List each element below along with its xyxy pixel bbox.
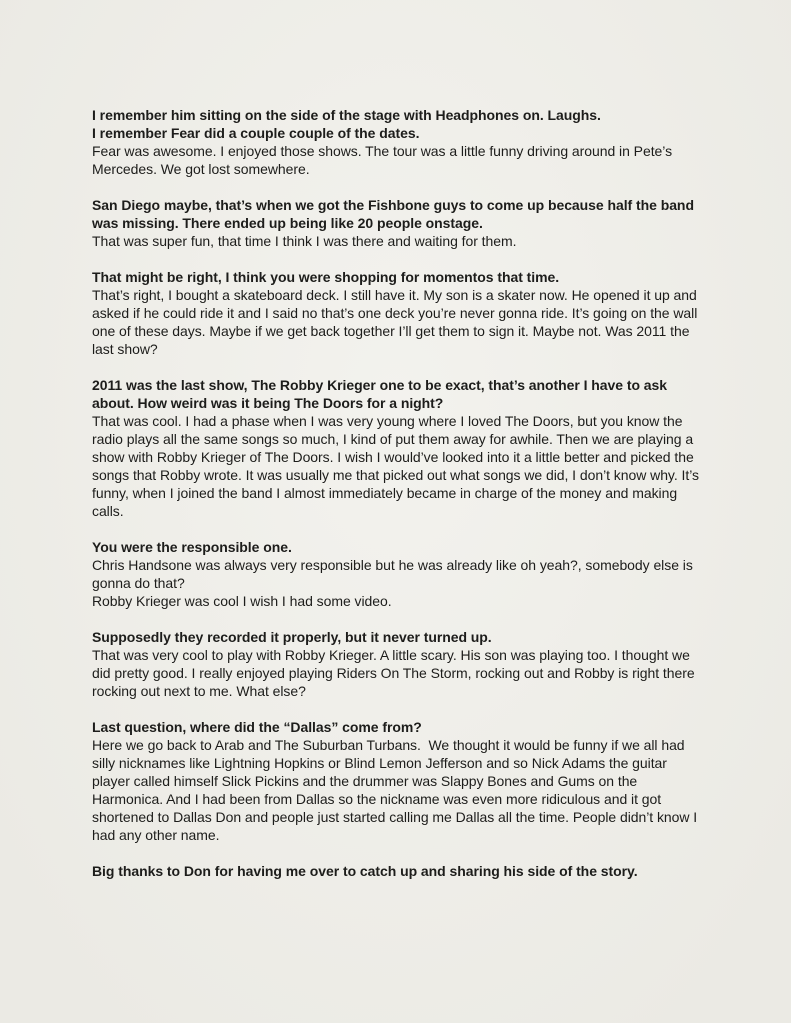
- interview-question: I remember Fear did a couple couple of the dates.: [92, 125, 420, 141]
- interview-question: You were the responsible one.: [92, 539, 292, 555]
- interview-question: That might be right, I think you were shopping for momentos that time.: [92, 269, 560, 285]
- interview-question: Last question, where did the “Dallas” come from?: [92, 719, 422, 735]
- interview-block: [92, 196, 704, 250]
- interview-question: Supposedly they recorded it properly, but it never turned up.: [92, 629, 492, 645]
- interview-answer: That was cool. I had a phase when I was very young where I loved The Doors, but you know the radio plays all the same songs so much, I kind of put them away for awhile. Then we are playing a show with Robby Krieger of The Doors. I wish I would’ve looked into it a little better and picked the songs that Robby wrote. It was usually me that picked out what songs we did, I don’t know why. It’s funny, when I joined the band I almost immediately became in charge of the money and making calls.: [92, 413, 703, 519]
- interview-answer: Fear was awesome. I enjoyed those shows. The tour was a little funny driving around in Pete’s Mercedes. We got lost somewhere.: [92, 143, 676, 177]
- interview-answer: That was super fun, that time I think I was there and waiting for them.: [92, 233, 517, 249]
- interview-answer: Robby Krieger was cool I wish I had some video.: [92, 593, 392, 609]
- interview-block: [92, 538, 704, 610]
- interview-block: [92, 376, 704, 520]
- interview-block: [92, 718, 704, 844]
- interview-answer: Chris Handsone was always very responsible but he was already like oh yeah?, somebody else is gonna do that?: [92, 557, 697, 591]
- interview-question: Big thanks to Don for having me over to catch up and sharing his side of the story.: [92, 863, 638, 879]
- interview-block: [92, 628, 704, 700]
- interview-block: [92, 106, 704, 178]
- interview-block: [92, 268, 704, 358]
- interview-answer: That’s right, I bought a skateboard deck. I still have it. My son is a skater now. He opened it up and asked if he could ride it and I said no that’s one deck you’re never gonna ride. It’s going on the wall one of these days. Maybe if we get back together I’ll get them to sign it. Maybe not. Was 2011 the last show?: [92, 287, 702, 357]
- interview-block: [92, 862, 704, 880]
- interview-question: 2011 was the last show, The Robby Krieger one to be exact, that’s another I have to ask about. How weird was it being The Doors for a night?: [92, 377, 671, 411]
- interview-answer: Here we go back to Arab and The Suburban Turbans. We thought it would be funny if we all had silly nicknames like Lightning Hopkins or Blind Lemon Jefferson and so Nick Adams the guitar player called himself Slick Pickins and the drummer was Slappy Bones and Gums on the Harmonica. And I had been from Dallas so the nickname was even more ridiculous and it got shortened to Dallas Don and people just started calling me Dallas all the time. People didn’t know I had any other name.: [92, 737, 701, 843]
- interview-question: San Diego maybe, that’s when we got the Fishbone guys to come up because half the band was missing. There ended up being like 20 people onstage.: [92, 197, 698, 231]
- interview-question: I remember him sitting on the side of the stage with Headphones on. Laughs.: [92, 107, 601, 123]
- interview-answer: That was very cool to play with Robby Krieger. A little scary. His son was playing too. I thought we did pretty good. I really enjoyed playing Riders On The Storm, rocking out and Robby is right there rocking out next to me. What else?: [92, 647, 699, 699]
